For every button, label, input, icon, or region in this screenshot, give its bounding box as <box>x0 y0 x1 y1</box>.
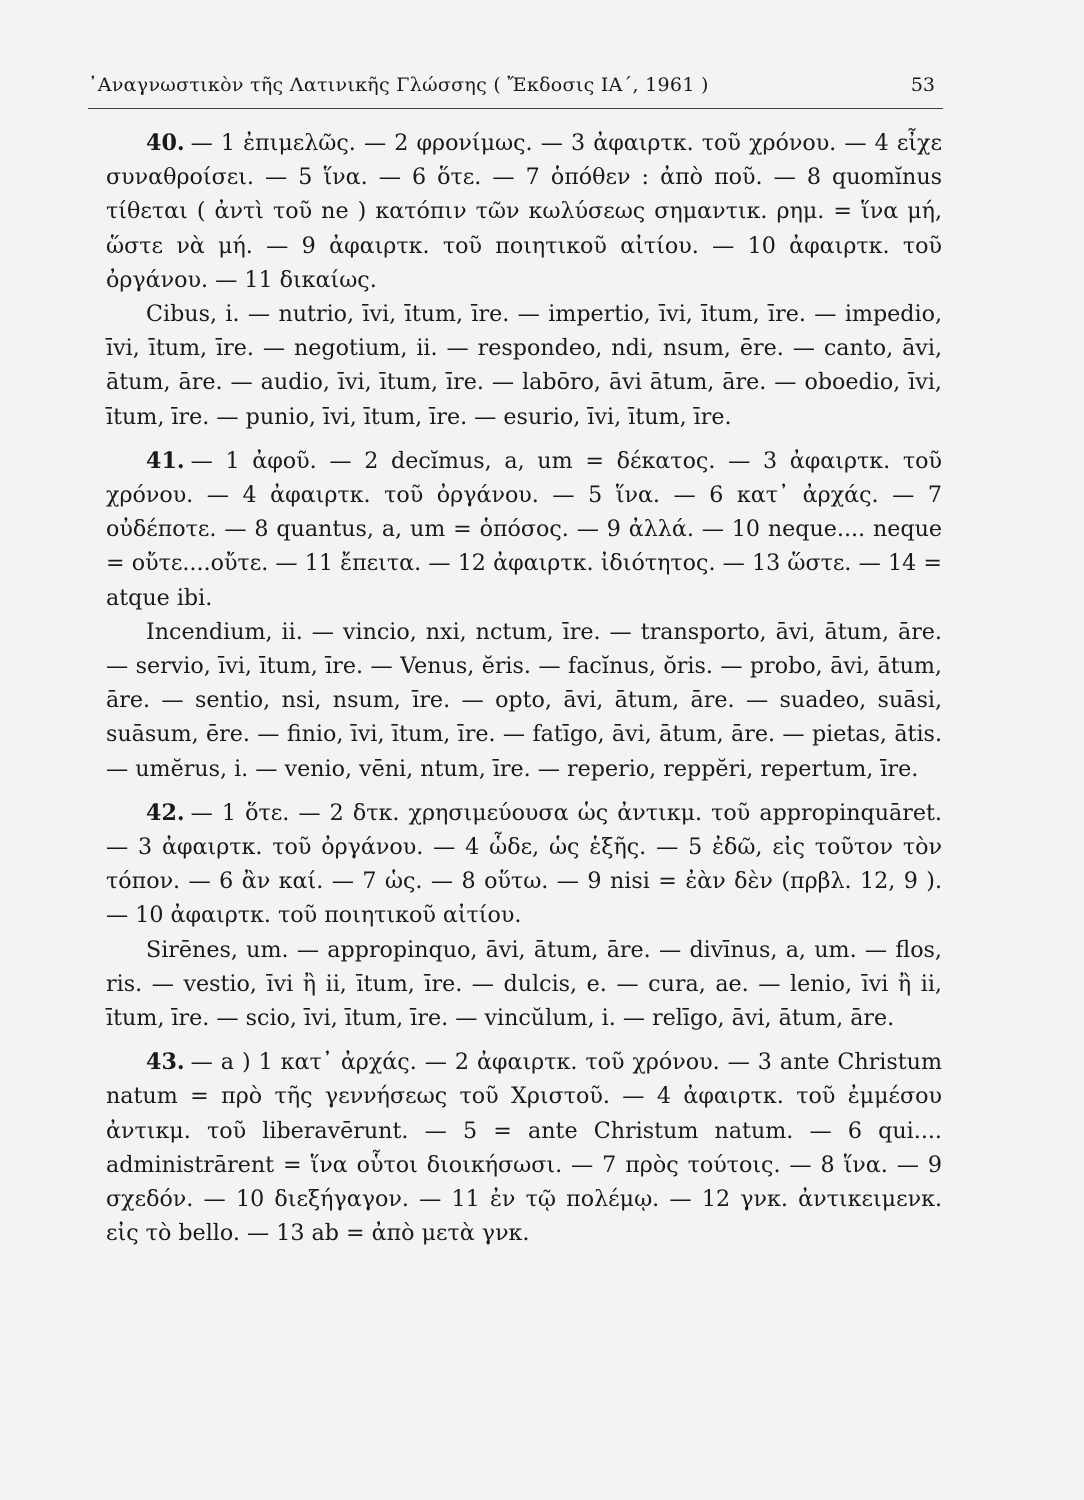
notes-text: — 1 ἐπιμελῶς. — 2 φρονίμως. — 3 ἀφαιρτκ. τοῦ χρόνου. — 4 εἶχε συναθροίσει. — 5 ἵνα. — 6 ὅτε. — 7 ὁπόθεν : ἀπὸ ποῦ. — 8 quomĭnus τίθεται ( ἀντὶ τοῦ ne ) κατόπιν τῶν κωλύσεως σημαντικ. ρημ. = ἵνα μή, ὥστε νὰ μή. — 9 ἀφαιρτκ. τοῦ ποιητικοῦ αἰτίου. — 10 ἀφαιρτκ. τοῦ ὀργάνου. — 11 δικαίως. <box>106 130 942 293</box>
running-header <box>88 74 943 109</box>
exercise-number: 43. <box>146 1049 185 1076</box>
exercise-43-notes <box>106 1045 942 1250</box>
exercise-40-notes <box>106 126 942 297</box>
notes-text: — 1 ὅτε. — 2 δτκ. χρησιμεύουσα ὡς ἀντικμ. τοῦ appropinquāret. — 3 ἀφαιρτκ. τοῦ ὀργάνου. — 4 ὧδε, ὡς ἑξῆς. — 5 ἐδῶ, εἰς τοῦτον τὸν τόπον. — 6 ἂν καί. — 7 ὡς. — 8 οὕτω. — 9 nisi = ἐὰν δὲν (πρβλ. 12, 9 ). — 10 ἀφαιρτκ. τοῦ ποιητικοῦ αἰτίου. <box>106 799 942 929</box>
exercise-number: 42. <box>146 799 185 826</box>
exercise-41-notes <box>106 444 942 615</box>
exercise-41-vocabulary: Incendium, ii. — vincio, nxi, nctum, īre. — transporto, āvi, ātum, āre. — servio, īvi, ītum, īre. — Venus, ĕris. — facĭnus, ŏris. — probo, āvi, ātum, āre. — sentio, nsi, nsum, īre. — opto, āvi, ātum, āre. — suadeo, suāsi, suāsum, ēre. — finio, īvi, ītum, īre. — fatīgo, āvi, ātum, āre. — pietas, ātis. — umĕrus, i. — venio, vēni, ntum, īre. — reperio, reppĕri, repertum, īre. <box>106 618 942 782</box>
exercise-number: 41. <box>146 447 185 474</box>
exercise-42-vocabulary: Sirēnes, um. — appropinquo, āvi, ātum, āre. — divīnus, a, um. — flos, ris. — vestio, īvi ἢ ii, ītum, īre. — dulcis, e. — cura, ae. — lenio, īvi ἢ ii, ītum, īre. — scio, īvi, ītum, īre. — vincŭlum, i. — relīgo, āvi, ātum, āre. <box>106 936 942 1032</box>
page-number: 53 <box>910 74 935 96</box>
body-text <box>106 126 942 1251</box>
exercise-number: 40. <box>146 130 185 156</box>
header-title: ᾿Αναγνωστικὸν τῆς Λατινικῆς Γλώσσης ( Ἔκδοσις ΙΑ΄, 1961 ) <box>88 74 709 96</box>
exercise-42-notes <box>106 796 942 933</box>
notes-text: — a ) 1 κατ᾿ ἀρχάς. — 2 ἀφαιρτκ. τοῦ χρόνου. — 3 ante Christum natum = πρὸ τῆς γεννήσεως τοῦ Χριστοῦ. — 4 ἀφαιρτκ. τοῦ ἐμμέσου ἀντικμ. τοῦ liberavērunt. — 5 = ante Christum natum. — 6 qui.... administrārent = ἵνα οὗτοι διοικήσωσι. — 7 πρὸς τούτοις. — 8 ἵνα. — 9 σχεδόν. — 10 διεξήγαγον. — 11 ἐν τῷ πολέμῳ. — 12 γνκ. ἀντικειμενκ. εἰς τὸ bello. — 13 ab = ἀπὸ μετὰ γνκ. <box>106 1049 942 1247</box>
exercise-40-vocabulary: Cibus, i. — nutrio, īvi, ītum, īre. — impertio, īvi, ītum, īre. — impedio, īvi, ītum, īre. — negotium, ii. — respondeo, ndi, nsum, ēre. — canto, āvi, ātum, āre. — audio, īvi, ītum, īre. — labōro, āvi ātum, āre. — oboedio, īvi, ītum, īre. — punio, īvi, ītum, īre. — esurio, īvi, ītum, īre. <box>106 301 942 430</box>
notes-text: — 1 ἀφοῦ. — 2 decĭmus, a, um = δέκατος. — 3 ἀφαιρτκ. τοῦ χρόνου. — 4 ἀφαιρτκ. τοῦ ὀργάνου. — 5 ἵνα. — 6 κατ᾿ ἀρχάς. — 7 οὐδέποτε. — 8 quantus, a, um = ὁπόσος. — 9 ἀλλά. — 10 neque.... neque = οὔτε....οὔτε. — 11 ἔπειτα. — 12 ἀφαιρτκ. ἰδιότητος. — 13 ὥστε. — 14 = atque ibi. <box>106 447 942 611</box>
